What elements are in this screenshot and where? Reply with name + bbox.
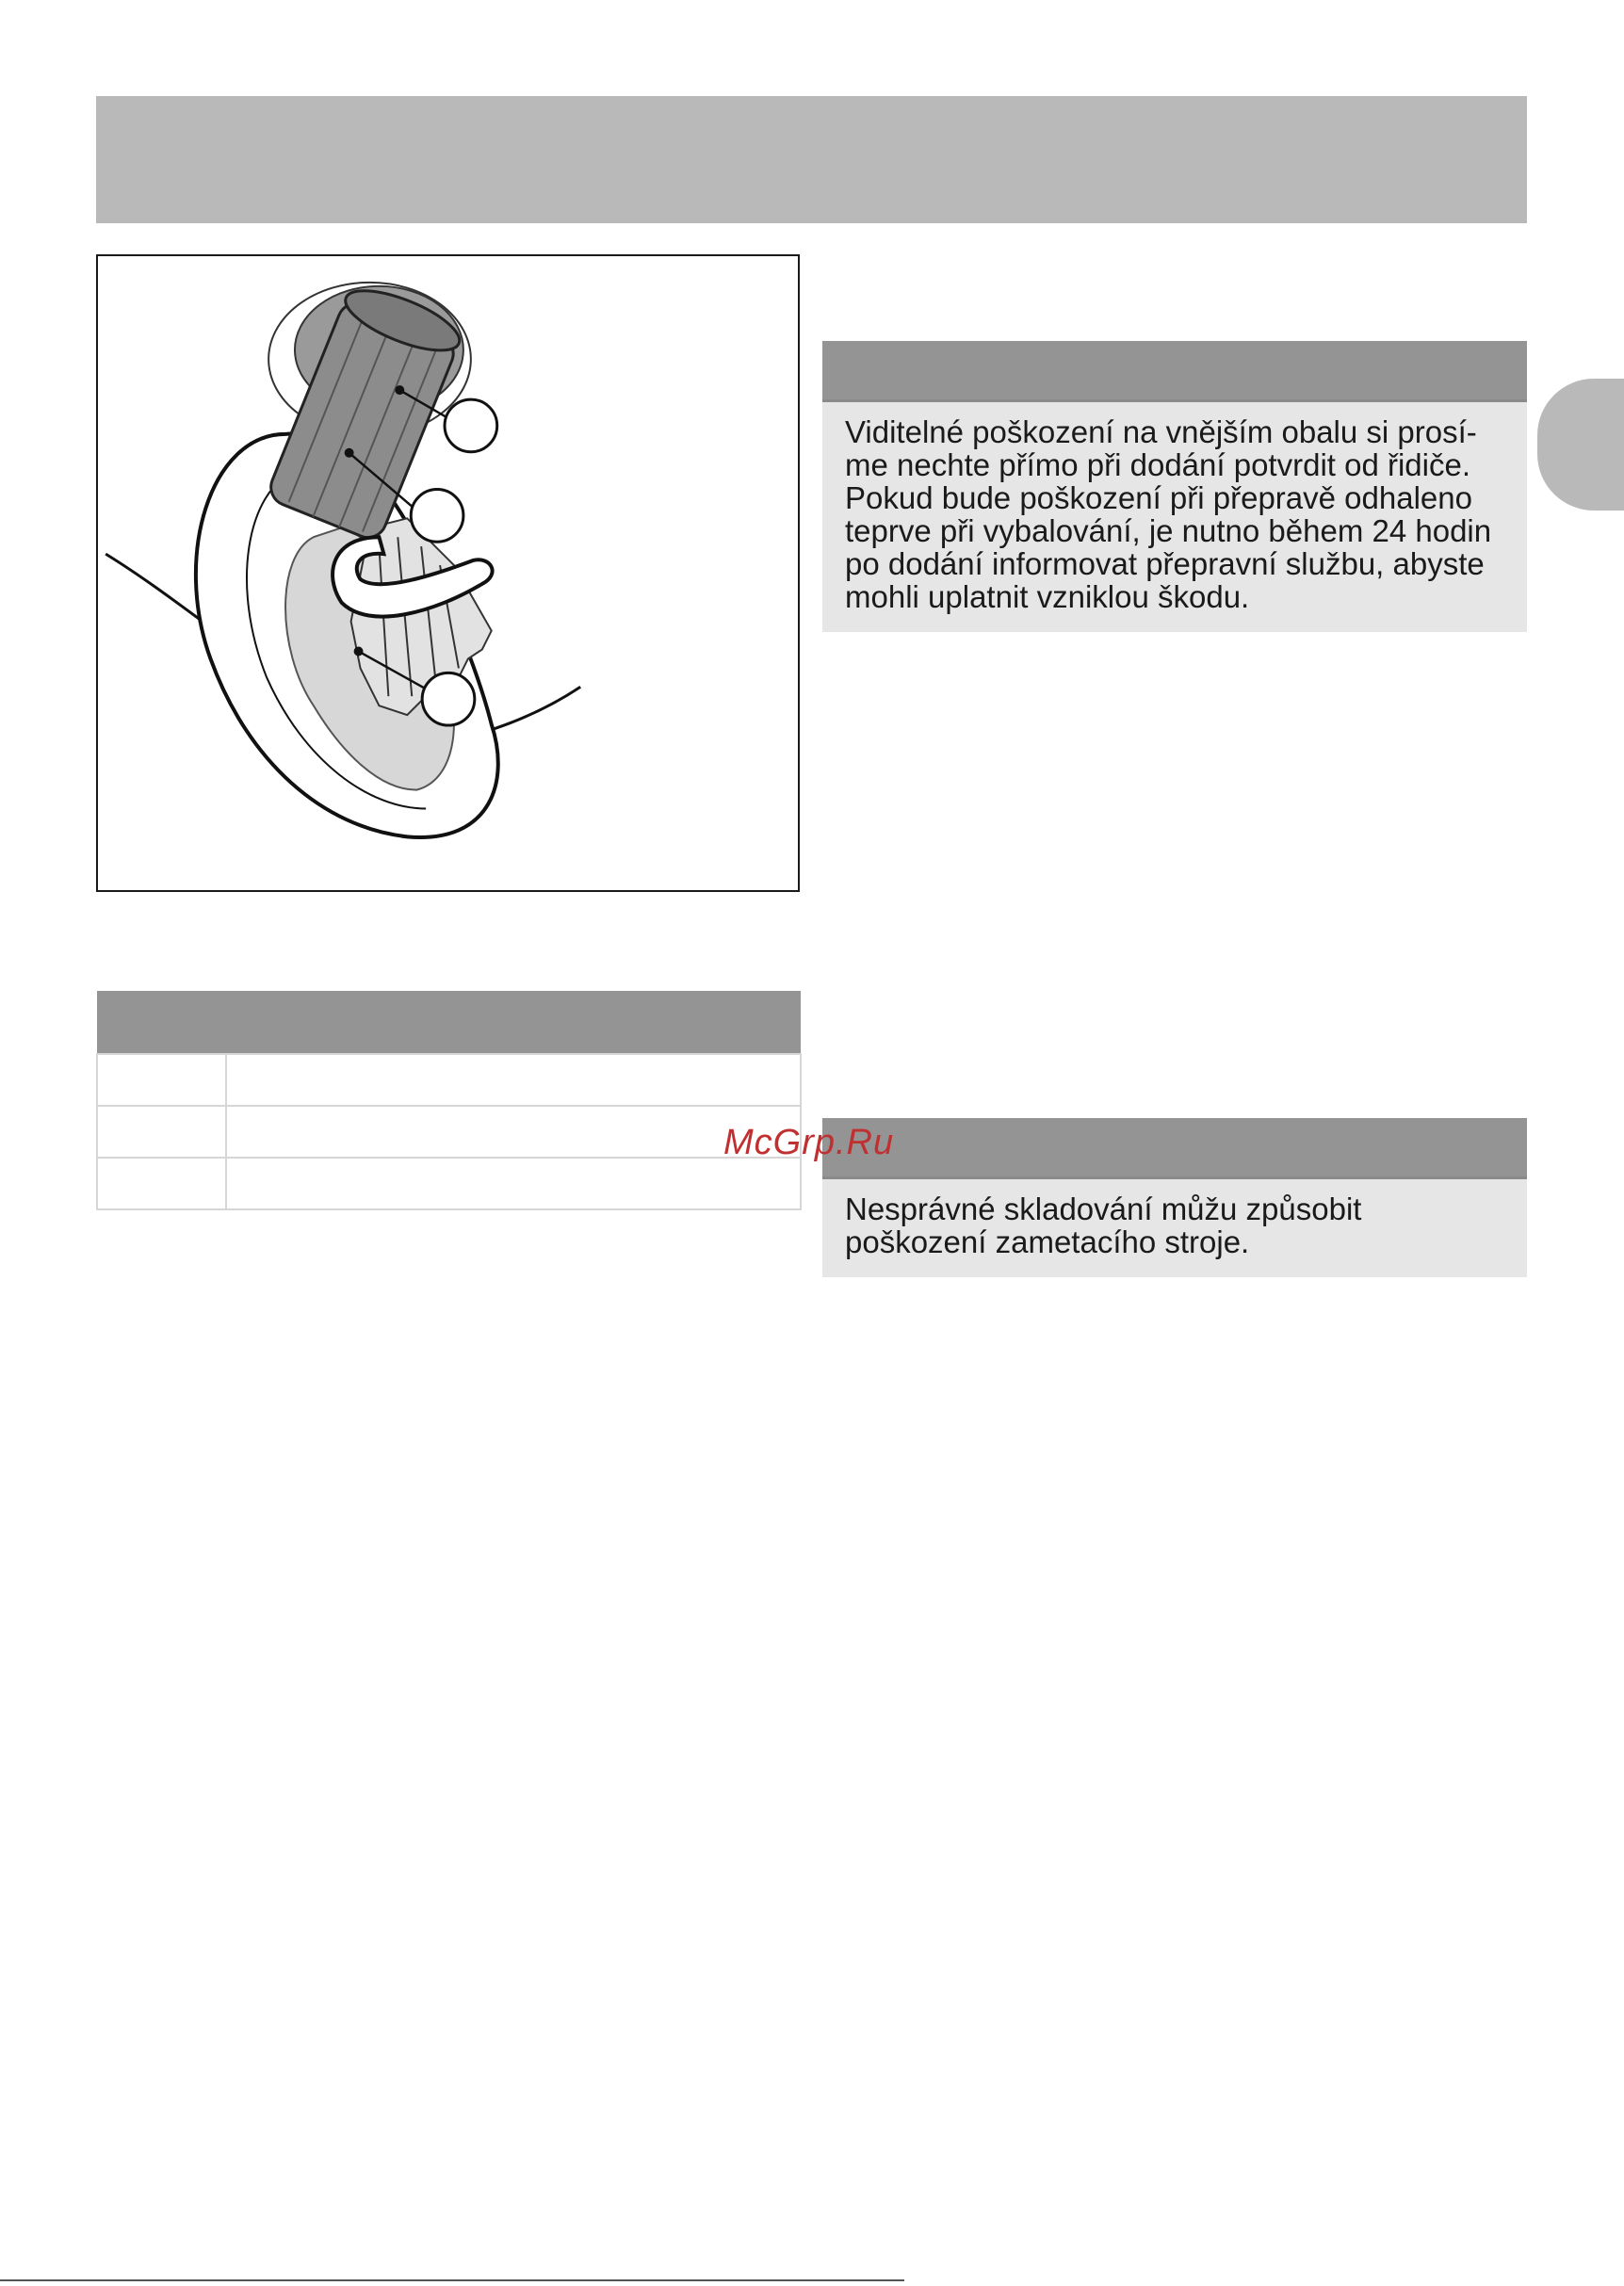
table-row <box>97 1106 801 1158</box>
table-cell <box>226 1054 801 1106</box>
note-text: Viditelné poškození na vnějším obalu si prosí-me nechte přímo při dodání potvrdit od řidiče. Pokud bude poškození při přepravě odhaleno teprve při vybalování, je nutno během 24 hodin po dodání informovat přepravní službu, abyste mohli uplatnit vzniklou škodu. <box>845 414 1492 614</box>
table-cell <box>97 1106 226 1158</box>
note-body <box>822 402 1527 632</box>
footer-rule <box>0 2279 904 2281</box>
note-box-transport-damage <box>822 341 1527 632</box>
note-text: Nesprávné skladování můžu způsobit poškození zametacího stroje. <box>845 1192 1362 1259</box>
chapter-tab <box>1537 379 1624 511</box>
table-header-cell <box>226 991 801 1054</box>
table-cell <box>97 1158 226 1209</box>
parts-table <box>96 991 802 1210</box>
note-box-storage <box>822 1118 1527 1277</box>
note-body <box>822 1179 1527 1277</box>
note-header <box>822 1118 1527 1179</box>
table-row <box>97 1158 801 1209</box>
brush-illustration <box>96 254 800 892</box>
table-header-row <box>97 991 801 1054</box>
watermark: McGrp.Ru <box>723 1123 895 1162</box>
table-cell <box>226 1106 801 1158</box>
header-bar <box>96 96 1527 223</box>
table-cell <box>226 1158 801 1209</box>
table-row <box>97 1054 801 1106</box>
table-cell <box>97 1054 226 1106</box>
note-header <box>822 341 1527 402</box>
table-header-cell <box>97 991 226 1054</box>
